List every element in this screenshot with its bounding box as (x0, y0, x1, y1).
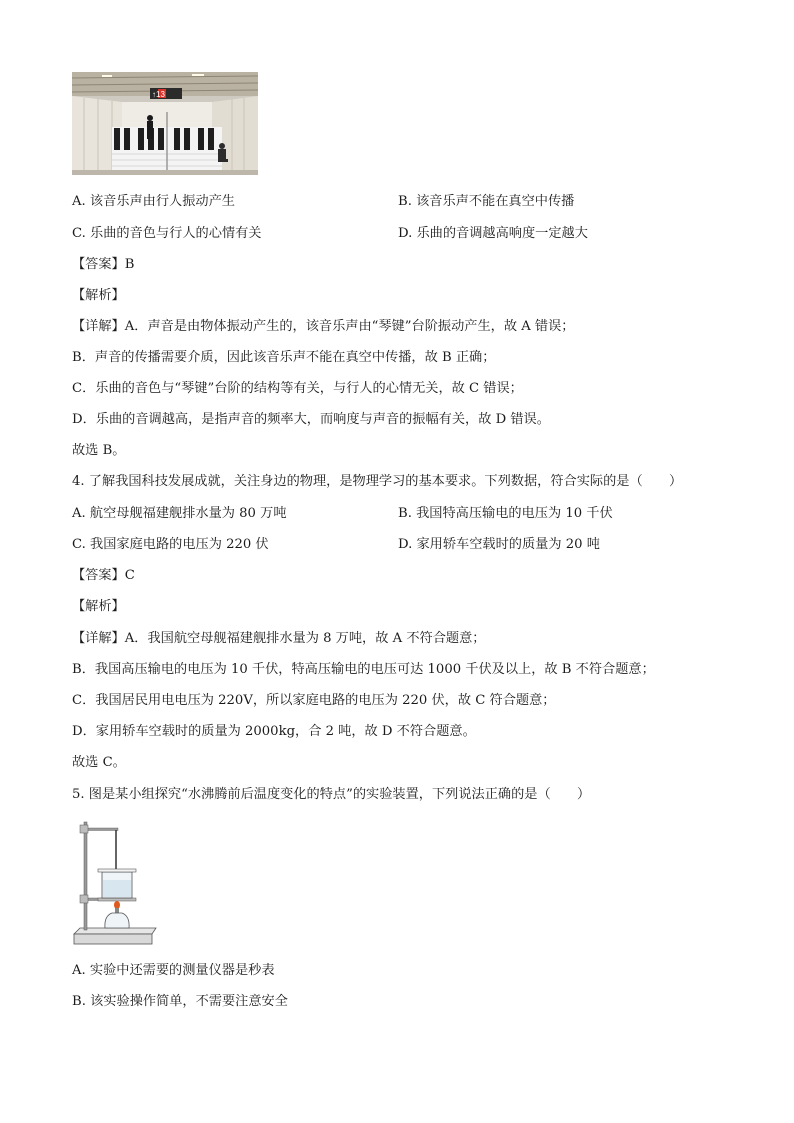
q4-analysis-heading: 【解析】 (72, 599, 125, 614)
piano-stairs-illustration (72, 72, 258, 175)
boiling-apparatus-figure (72, 816, 158, 948)
q3-explanation-line: B．声音的传播需要介质，因此该音乐声不能在真空中传播，故 B 正确； (72, 350, 496, 365)
boiling-apparatus-illustration (72, 816, 158, 948)
q4-answer: 【答案】C (72, 568, 135, 583)
q3-explanation-line: C．乐曲的音色与“琴键”台阶的结构等有关，与行人的心情无关，故 C 错误； (72, 381, 523, 396)
q3-option-a: A. 该音乐声由行人振动产生 (72, 194, 235, 209)
piano-stairs-photo (72, 72, 258, 175)
q4-option-d: D. 家用轿车空载时的质量为 20 吨 (398, 537, 600, 552)
station-sign: ↑13 (152, 90, 165, 99)
q4-conclusion: 故选 C。 (72, 755, 126, 770)
q3-explanation-line: D．乐曲的音调越高，是指声音的频率大，而响度与声音的振幅有关，故 D 错误。 (72, 412, 550, 427)
q3-answer: 【答案】B (72, 257, 135, 272)
q4-explanation-line: 【详解】A．我国航空母舰福建舰排水量为 8 万吨，故 A 不符合题意； (72, 631, 486, 646)
q3-explanation-line: 【详解】A．声音是由物体振动产生的，该音乐声由“琴键”台阶振动产生，故 A 错误； (72, 319, 575, 334)
q5-option-a: A. 实验中还需要的测量仪器是秒表 (72, 963, 275, 978)
q4-explanation-line: C．我国居民用电电压为 220V，所以家庭电路的电压为 220 伏，故 C 符合题意； (72, 693, 556, 708)
q3-analysis-heading: 【解析】 (72, 288, 125, 303)
q4-option-b: B. 我国特高压输电的电压为 10 千伏 (398, 506, 613, 521)
q3-option-c: C. 乐曲的音色与行人的心情有关 (72, 226, 262, 241)
q3-conclusion: 故选 B。 (72, 443, 126, 458)
q4-explanation-line: D．家用轿车空载时的质量为 2000kg，合 2 吨，故 D 不符合题意。 (72, 724, 476, 739)
q3-option-d: D. 乐曲的音调越高响度一定越大 (398, 226, 588, 241)
q4-stem: 4. 了解我国科技发展成就，关注身边的物理，是物理学习的基本要求。下列数据，符合实际的是（ ） (72, 474, 683, 489)
q4-explanation-line: B．我国高压输电的电压为 10 千伏，特高压输电的电压可达 1000 千伏及以上，故 B 不符合题意； (72, 662, 655, 677)
q5-stem: 5. 图是某小组探究“水沸腾前后温度变化的特点”的实验装置，下列说法正确的是（ ） (72, 787, 591, 802)
q4-option-c: C. 我国家庭电路的电压为 220 伏 (72, 537, 269, 552)
q4-option-a: A. 航空母舰福建舰排水量为 80 万吨 (72, 506, 287, 521)
q5-option-b: B. 该实验操作简单，不需要注意安全 (72, 994, 288, 1009)
q3-option-b: B. 该音乐声不能在真空中传播 (398, 194, 575, 209)
